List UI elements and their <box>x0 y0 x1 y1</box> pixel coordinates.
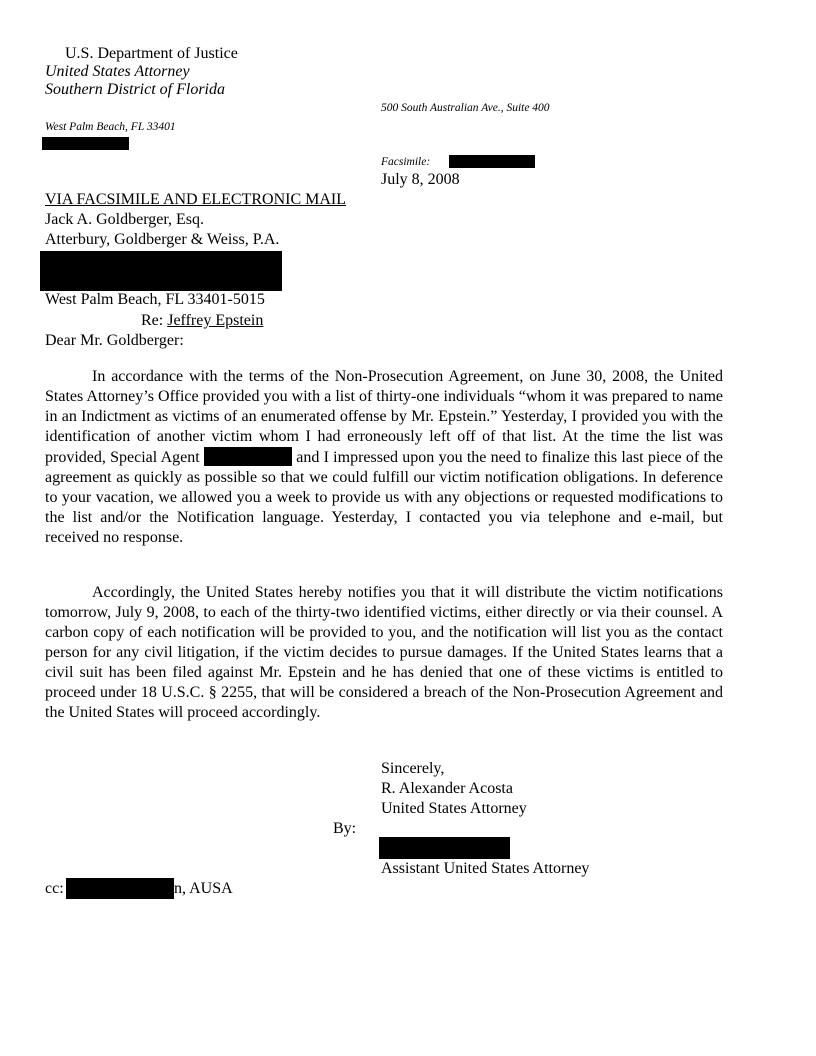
letterhead-department: U.S. Department of Justice <box>65 45 238 62</box>
cc-suffix: n, AUSA <box>174 880 233 897</box>
re-label: Re: <box>141 312 164 329</box>
body-paragraph-2 <box>45 583 723 723</box>
valediction: Sincerely, <box>381 760 445 777</box>
by-label: By: <box>333 820 357 837</box>
cc-label: cc: <box>45 880 64 897</box>
body-paragraph-1 <box>45 367 723 548</box>
recipient-name: Jack A. Goldberger, Esq. <box>45 211 205 228</box>
paragraph-1-part-1: In accordance with the terms of the Non-Prosecution Agreement, on June 30, 2008, the United States Attorney’s Office provided you with a list of thirty-one individuals “whom it was prepared to name in an Indictment as victims of an enumerated offense by Mr. Epstein.” Yesterday, I provided you with the identification of another victim whom I had erroneously left off of that list. At the time the list was provided, Special Agent <box>45 368 723 466</box>
redacted-assistant-signature <box>379 837 510 859</box>
letterhead-city-address: West Palm Beach, FL 33401 <box>45 121 176 133</box>
redacted-agent-name <box>204 447 292 466</box>
paragraph-2-text: Accordingly, the United States hereby notifies you that it will distribute the victim notifications tomorrow, July 9, 2008, to each of the thirty-two identified victims, either directly or via their counsel. A carbon copy of each notification will be provided to you, and the notification will list you as the contact person for any civil litigation, if the victim decides to pursue damages. If the United States learns that a civil suit has been filed against Mr. Epstein and he has denied that one of these victims is entitled to proceed under 18 U.S.C. § 2255, that will be considered a breach of the Non-Prosecution Agreement and the United States will proceed accordingly. <box>45 584 723 721</box>
redacted-facsimile-number <box>449 155 535 168</box>
redacted-phone-number <box>42 137 129 150</box>
paragraph-1-part-2: and I impressed upon you the need to finalize this last piece of the agreement as quickly as possible so that we could fulfill our victim notification obligations. In deference to your vacation, we allowed you a week to provide us with any objections or requested modifications to the list and/or the Notification language. Yesterday, I contacted you via telephone and e-mail, but received no response. <box>45 449 724 546</box>
signer-title: United States Attorney <box>381 800 527 817</box>
letter-date: July 8, 2008 <box>381 171 460 188</box>
assistant-title: Assistant United States Attorney <box>381 860 590 877</box>
letterhead-office: United States Attorney <box>45 63 190 80</box>
delivery-method: VIA FACSIMILE AND ELECTRONIC MAIL <box>45 191 347 208</box>
redacted-cc-name <box>66 878 174 899</box>
salutation: Dear Mr. Goldberger: <box>45 332 184 349</box>
letterhead-district: Southern District of Florida <box>45 81 225 98</box>
signer-name: R. Alexander Acosta <box>381 780 513 797</box>
re-subject: Jeffrey Epstein <box>167 312 264 329</box>
recipient-firm: Atterbury, Goldberger & Weiss, P.A. <box>45 231 280 248</box>
letterhead-street-address: 500 South Australian Ave., Suite 400 <box>381 102 550 114</box>
re-line <box>141 311 263 331</box>
redacted-street-address <box>40 251 282 291</box>
facsimile-label: Facsimile: <box>381 156 431 168</box>
recipient-city: West Palm Beach, FL 33401-5015 <box>45 291 265 308</box>
